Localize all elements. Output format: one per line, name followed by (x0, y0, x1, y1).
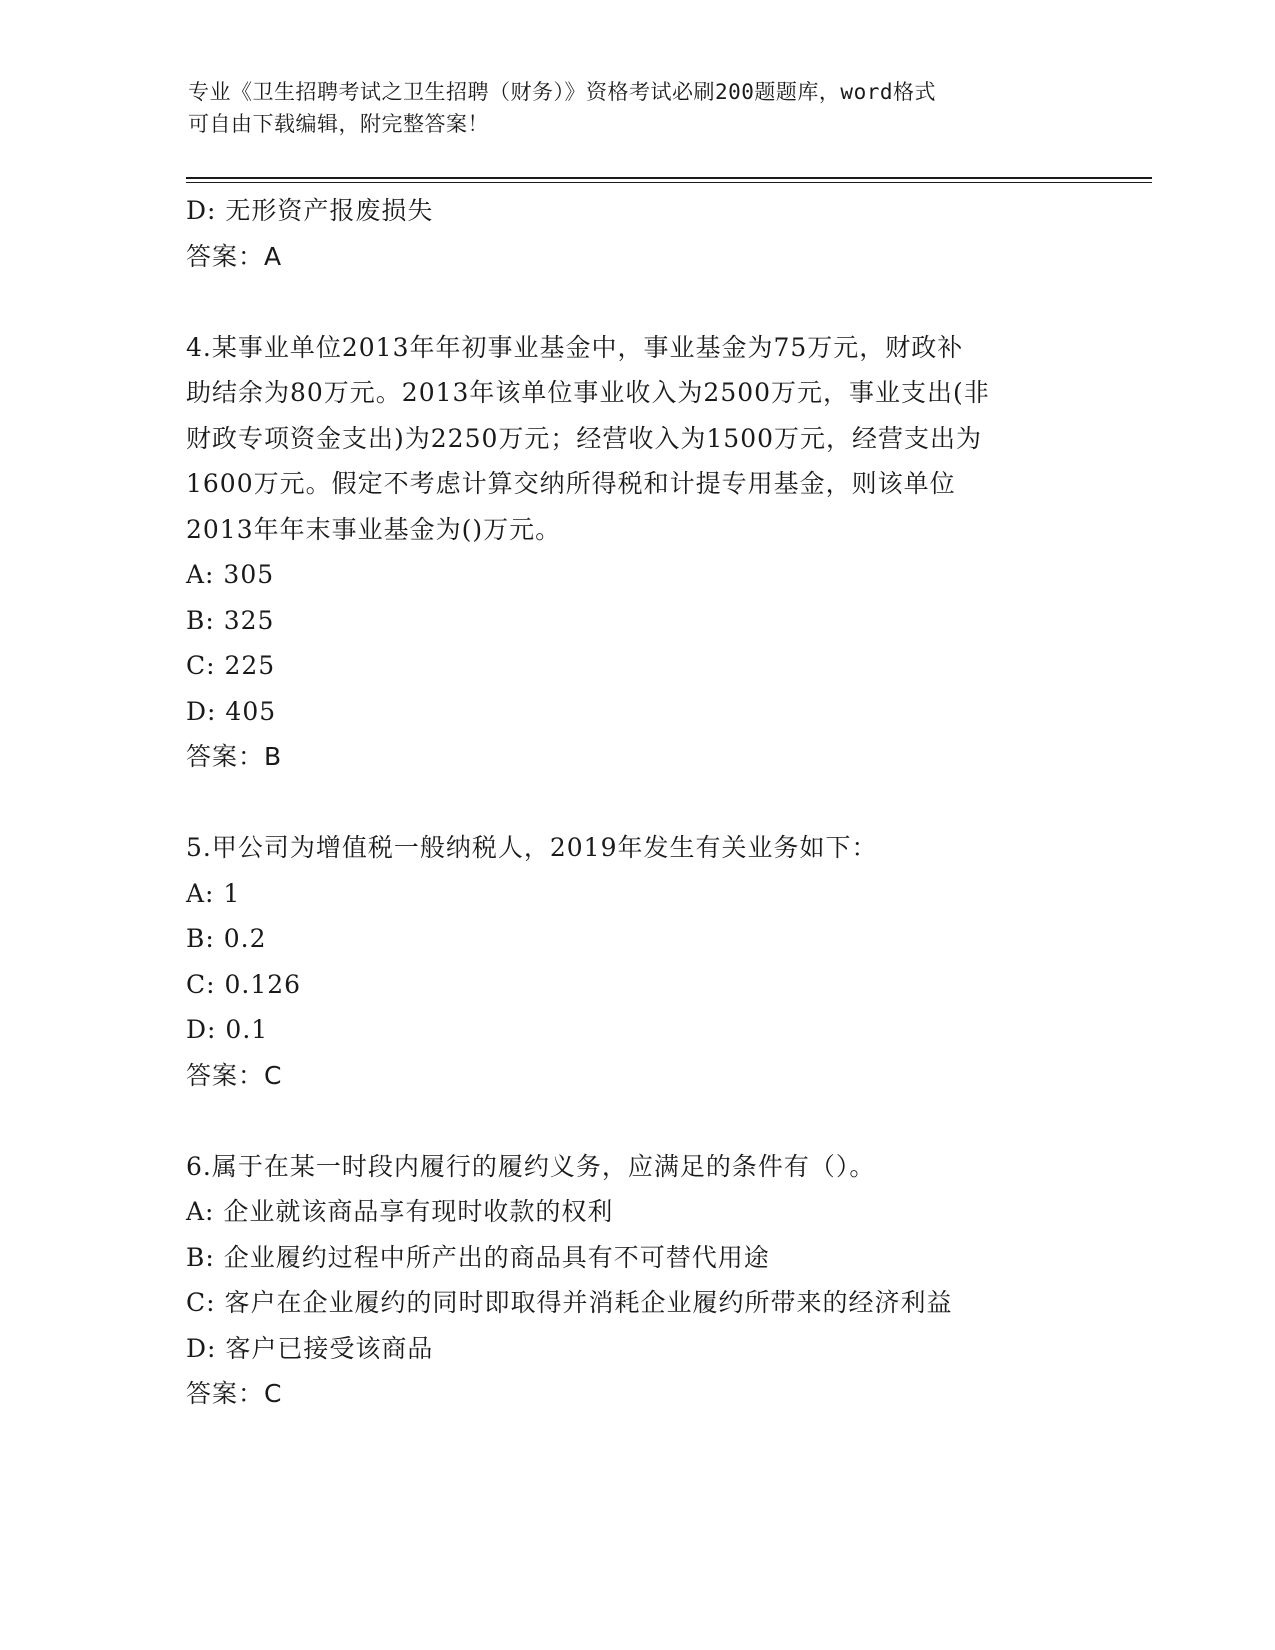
question-4-option-b: B: 325 (186, 605, 275, 635)
question-6-option-c: C: 客户在企业履约的同时即取得并消耗企业履约所带来的经济利益 (186, 1288, 953, 1317)
spacer (186, 780, 1086, 826)
question-6-stem-line: 6.属于在某一时段内履行的履约义务，应满足的条件有（）。 (186, 1151, 876, 1181)
question-5-answer: 答案：C (186, 1060, 283, 1090)
question-6-option-b: B: 企业履约过程中所产出的商品具有不可替代用途 (186, 1242, 770, 1272)
question-6-answer: 答案：C (186, 1379, 283, 1408)
question-5-option-a: A: 1 (186, 878, 241, 908)
question-4-option-a: A: 305 (186, 560, 275, 589)
question-4-stem-line: 财政专项资金支出)为2250万元；经营收入为1500万元，经营支出为 (186, 423, 983, 453)
question-5-option-d: D: 0.1 (186, 1015, 269, 1044)
spacer (186, 279, 1086, 325)
header-rule-thin (186, 182, 1152, 183)
question-4-stem-line: 助结余为80万元。2013年该单位事业收入为2500万元，事业支出(非 (186, 378, 990, 407)
question-4-stem-line: 2013年年末事业基金为()万元。 (186, 514, 562, 544)
question-5-option-b: B: 0.2 (186, 924, 267, 953)
question-6-option-a: A: 企业就该商品享有现时收款的权利 (186, 1197, 614, 1226)
question-5-option-c: C: 0.126 (186, 969, 302, 999)
question-5 (186, 825, 1086, 1098)
question-4-stem-line: 1600万元。假定不考虑计算交纳所得税和计提专用基金，则该单位 (186, 469, 956, 498)
question-4-option-d: D: 405 (186, 696, 277, 726)
question-4-stem-line: 4.某事业单位2013年年初事业基金中，事业基金为75万元，财政补 (186, 332, 964, 362)
spacer (186, 1098, 1086, 1144)
document-body (186, 188, 1086, 1417)
question-6 (186, 1144, 1086, 1417)
document-header (188, 76, 1088, 140)
header-rule-thick (186, 177, 1152, 179)
question-4 (186, 325, 1086, 780)
header-line-2: 可自由下载编辑，附完整答案！ (188, 112, 489, 136)
prev-option-d: D: 无形资产报废损失 (186, 196, 434, 225)
question-5-stem-line: 5.甲公司为增值税一般纳税人，2019年发生有关业务如下： (186, 833, 878, 862)
prev-answer: 答案：A (186, 241, 283, 271)
question-4-answer: 答案：B (186, 742, 283, 771)
question-6-option-d: D: 客户已接受该商品 (186, 1333, 434, 1363)
header-line-1: 专业《卫生招聘考试之卫生招聘（财务）》资格考试必刷200题题库，word格式 (188, 80, 936, 104)
question-4-option-c: C: 225 (186, 651, 276, 680)
